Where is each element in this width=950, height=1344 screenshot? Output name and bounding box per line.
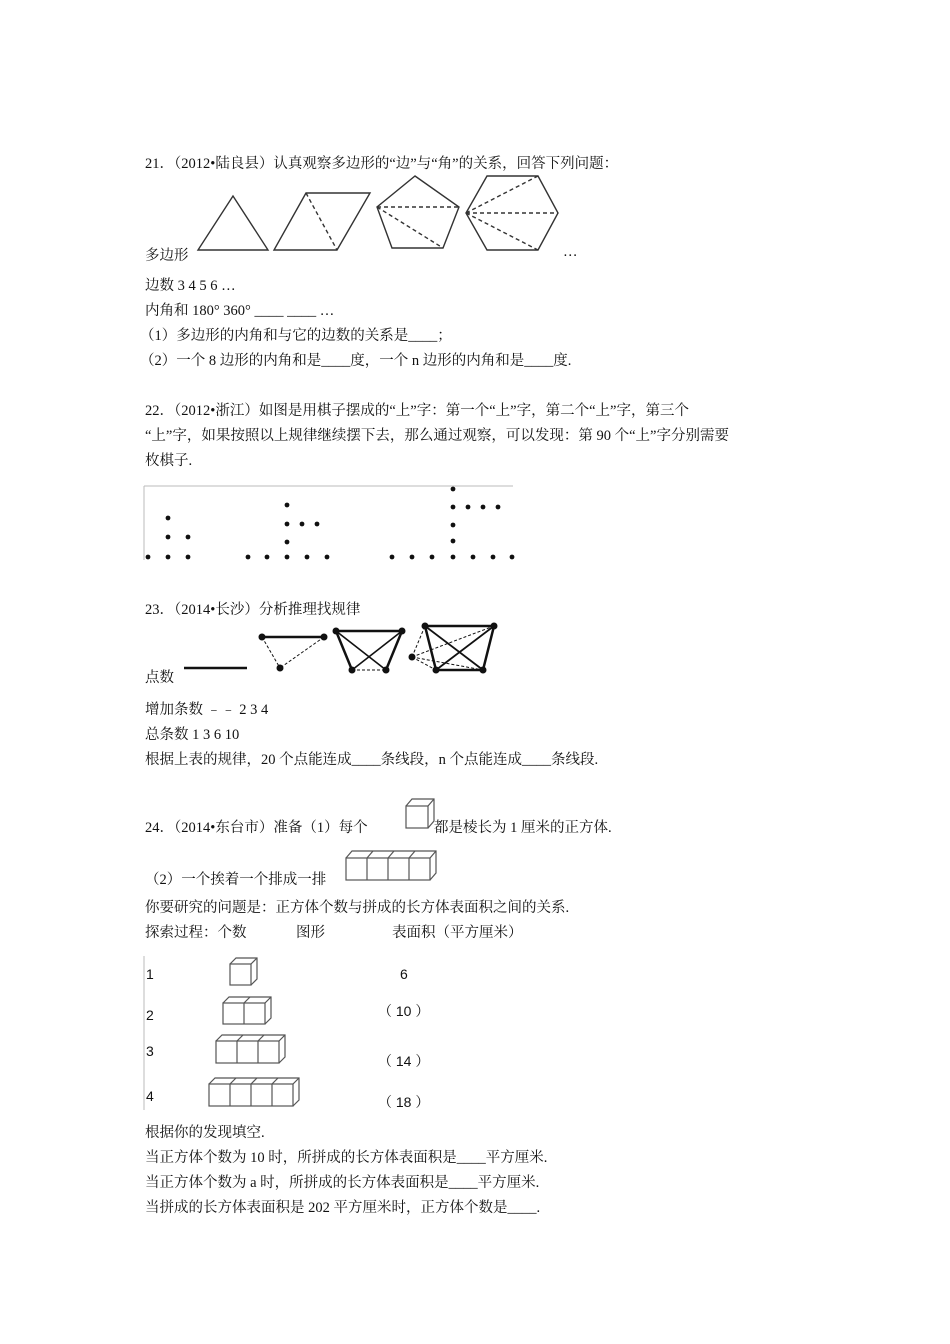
- single-cube-icon: [406, 799, 434, 828]
- fill-line-1: 当正方体个数为 10 时，所拼成的长方体表面积是____平方厘米.: [145, 1150, 548, 1166]
- polygon-row-label: 多边形: [145, 248, 189, 264]
- row-count-3: 3: [146, 1043, 154, 1059]
- row-count-1: 1: [146, 966, 154, 982]
- row-area-3: （ 14 ）: [378, 1053, 430, 1069]
- angles-row: 内角和 180° 360° ____ ____ …: [145, 303, 335, 319]
- q21-part1: （1）多边形的内角和与它的边数的关系是____；: [140, 328, 452, 344]
- q21-part2: （2）一个 8 边形的内角和是____度，一个 n 边形的内角和是____度.: [140, 353, 572, 369]
- points-label: 点数: [145, 670, 174, 686]
- col-shape-header: 图形: [296, 925, 325, 941]
- q24-header-b: 都是棱长为 1 厘米的正方体.: [434, 820, 612, 836]
- increase-row: 增加条数 ﹣﹣ 2 3 4: [145, 702, 269, 718]
- row-count-4: 4: [146, 1088, 154, 1104]
- q24-question: 你要研究的问题是：正方体个数与拼成的长方体表面积之间的关系.: [145, 900, 570, 916]
- q24-explore: 探索过程：个数: [145, 925, 247, 941]
- polygon-ellipsis: …: [563, 244, 578, 260]
- cube-shape-3: [216, 1035, 285, 1063]
- total-row: 总条数 1 3 6 10: [145, 727, 240, 743]
- cube-shape-4: [209, 1078, 299, 1106]
- row-of-cubes-icon: [346, 851, 436, 880]
- row-area-2: （ 10 ）: [378, 1003, 430, 1019]
- fill-intro: 根据你的发现填空.: [145, 1125, 265, 1141]
- q22-line2: “上”字，如果按照以上规律继续摆下去，那么通过观察，可以发现：第 90 个“上”字分别需要: [145, 428, 729, 444]
- row-area-4: （ 18 ）: [378, 1094, 430, 1110]
- sides-row: 边数 3 4 5 6 …: [145, 278, 236, 294]
- q23-conclusion: 根据上表的规律，20 个点能连成____条线段，n 个点能连成____条线段.: [145, 752, 599, 768]
- q23-header: 23．（2014•长沙）分析推理找规律: [145, 602, 361, 618]
- cube-shape-1: [230, 958, 257, 985]
- cube-shape-2: [223, 997, 271, 1024]
- col-area-header: 表面积（平方厘米）: [392, 925, 523, 941]
- q24-header-a: 24．（2014•东台市）准备（1）每个: [145, 820, 368, 836]
- q24-step2: （2）一个挨着一个排成一排: [145, 872, 327, 888]
- row-area-1: 6: [400, 966, 408, 982]
- fill-line-3: 当拼成的长方体表面积是 202 平方厘米时，正方体个数是____.: [145, 1200, 541, 1216]
- fill-line-2: 当正方体个数为 a 时，所拼成的长方体表面积是____平方厘米.: [145, 1175, 540, 1191]
- row-count-2: 2: [146, 1007, 154, 1023]
- q22-line3: 枚棋子.: [145, 453, 193, 469]
- q21-header: 21．（2012•陆良县）认真观察多边形的“边”与“角”的关系，回答下列问题：: [145, 156, 619, 172]
- q22-line1: 22．（2012•浙江）如图是用棋子摆成的“上”字：第一个“上”字，第二个“上”字，第三个: [145, 403, 689, 419]
